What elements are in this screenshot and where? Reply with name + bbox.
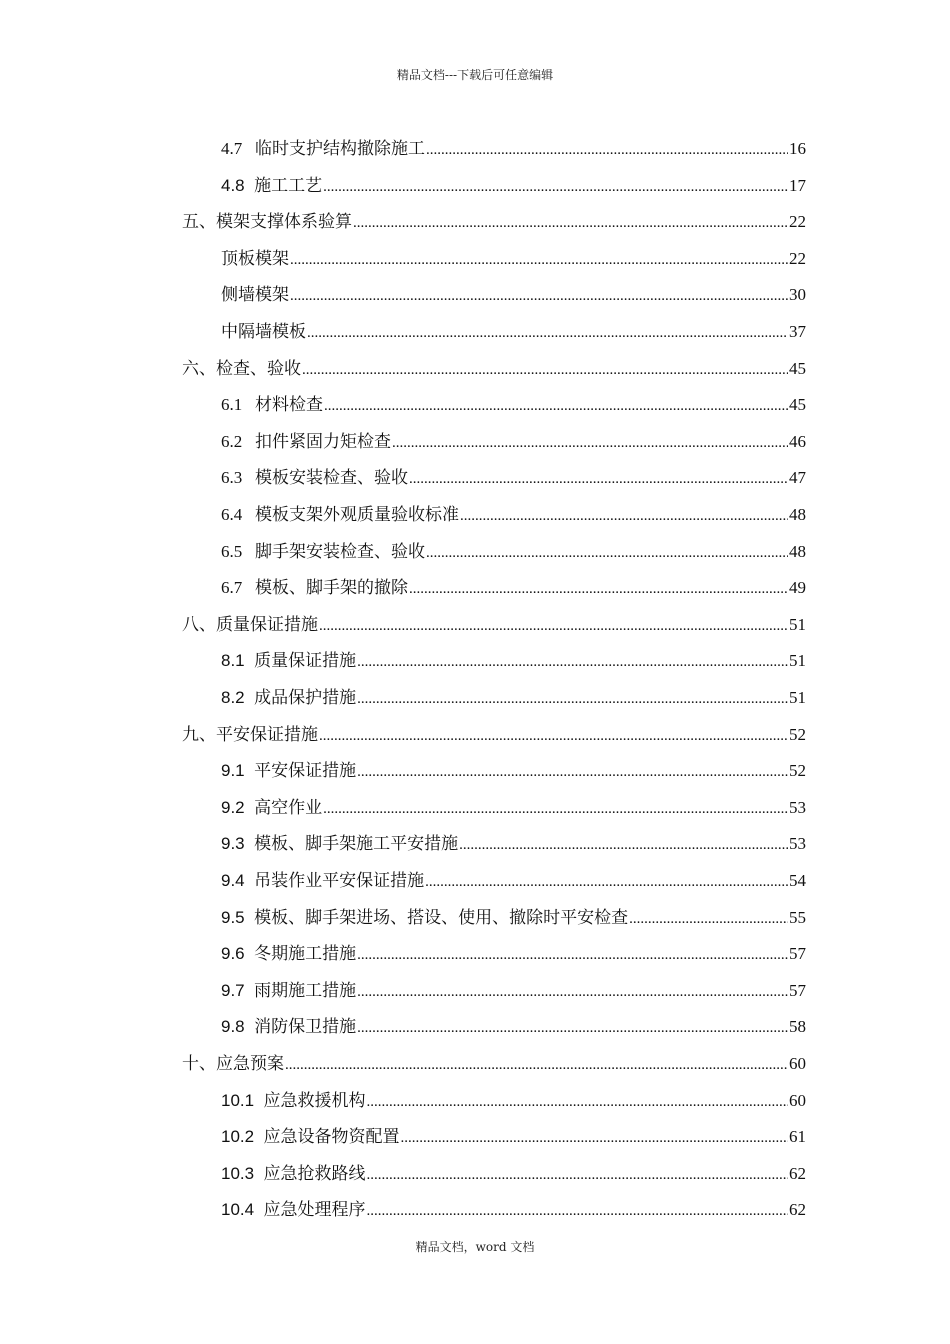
toc-dot-leader	[324, 396, 788, 416]
toc-entry-page-number: 45	[789, 395, 806, 415]
toc-entry-title: 顶板模架	[221, 248, 289, 269]
toc-entry[interactable]	[221, 679, 806, 709]
toc-entry-title: 模板、脚手架施工平安措施	[254, 834, 459, 855]
toc-entry-page-number: 48	[789, 505, 806, 524]
toc-entry[interactable]	[221, 935, 806, 965]
toc-entry-title: 成品保护措施	[254, 688, 357, 708]
toc-entry-number: 9.2	[221, 797, 255, 817]
toc-entry[interactable]	[221, 972, 806, 1002]
toc-entry-title: 应急处理程序	[263, 1200, 366, 1221]
toc-entry-title: 消防保卫措施	[254, 1017, 357, 1038]
toc-entry[interactable]	[182, 1045, 806, 1075]
toc-entry[interactable]	[221, 642, 806, 672]
toc-entry-number: 10.1	[221, 1090, 264, 1110]
toc-dot-leader	[357, 652, 788, 672]
toc-entry-number: 4.7	[221, 139, 255, 158]
toc-dot-leader	[353, 213, 788, 233]
toc-entry-page-number: 48	[789, 541, 806, 561]
toc-entry-title: 模板安装检查、验收	[255, 468, 408, 489]
toc-entry-title: 八、质量保证措施	[182, 614, 318, 635]
toc-entry-number: 9.7	[221, 980, 255, 1000]
toc-entry-title: 模板支架外观质量验收标准	[255, 505, 459, 525]
toc-entry-page-number: 17	[789, 175, 806, 195]
toc-entry[interactable]	[221, 899, 806, 929]
toc-dot-leader	[285, 1055, 788, 1075]
toc-entry-page-number: 57	[789, 944, 806, 964]
toc-entry-number: 6.5	[221, 541, 255, 561]
toc-dot-leader	[357, 762, 788, 782]
toc-entry[interactable]	[182, 716, 806, 746]
page-footer: 精品文档，word 文档	[415, 1240, 535, 1254]
toc-dot-leader	[426, 140, 788, 160]
toc-entry-page-number: 22	[789, 212, 806, 232]
toc-dot-leader	[323, 177, 788, 197]
toc-entry-number: 9.1	[221, 761, 255, 781]
toc-dot-leader	[319, 616, 788, 636]
toc-dot-leader	[425, 872, 788, 892]
toc-entry[interactable]	[221, 423, 806, 453]
toc-entry-title: 材料检查	[255, 395, 323, 416]
toc-entry-page-number: 49	[789, 578, 806, 598]
toc-entry-page-number: 61	[789, 1127, 806, 1147]
page-header: 精品文档---下载后可任意编辑	[396, 68, 554, 82]
toc-dot-leader	[409, 579, 788, 599]
toc-entry-number: 9.5	[221, 907, 255, 927]
toc-dot-leader	[357, 689, 788, 709]
toc-entry-number: 6.7	[221, 578, 255, 598]
toc-entry-number: 9.4	[221, 871, 255, 890]
toc-dot-leader	[367, 1165, 788, 1185]
toc-entry-number: 4.8	[221, 175, 255, 195]
toc-dot-leader	[290, 250, 788, 270]
toc-entry-page-number: 30	[789, 285, 806, 305]
toc-entry[interactable]	[221, 533, 806, 563]
toc-dot-leader	[409, 469, 788, 489]
toc-entry[interactable]	[182, 606, 806, 636]
toc-entry[interactable]	[221, 313, 806, 343]
toc-entry-number: 8.1	[221, 651, 255, 671]
toc-entry-page-number: 52	[789, 724, 806, 744]
toc-entry-number: 6.2	[221, 431, 255, 451]
toc-dot-leader	[319, 726, 788, 746]
toc-entry-page-number: 45	[789, 358, 806, 378]
toc-entry-title: 高空作业	[254, 797, 323, 818]
toc-entry-page-number: 58	[789, 1017, 806, 1037]
toc-entry-title: 十、应急预案	[182, 1054, 284, 1074]
toc-entry-number: 6.1	[221, 395, 255, 415]
toc-dot-leader	[459, 835, 788, 855]
toc-entry-page-number: 52	[789, 761, 806, 781]
toc-entry[interactable]	[221, 789, 806, 819]
toc-entry-number: 9.3	[221, 834, 255, 854]
toc-entry-page-number: 62	[789, 1163, 806, 1183]
toc-entry-title: 平安保证措施	[254, 761, 357, 782]
toc-dot-leader	[367, 1092, 788, 1112]
toc-dot-leader	[357, 982, 788, 1002]
toc-entry-title: 应急抢救路线	[263, 1163, 366, 1184]
toc-entry-number: 6.3	[221, 468, 255, 488]
toc-entry-title: 模板、脚手架的撤除	[255, 578, 408, 599]
toc-entry[interactable]	[221, 240, 806, 270]
toc-entry[interactable]	[221, 1118, 806, 1148]
toc-entry[interactable]	[221, 496, 806, 526]
toc-entry-page-number: 60	[789, 1054, 806, 1073]
toc-entry[interactable]	[221, 1155, 806, 1185]
toc-entry-title: 五、模架支撑体系验算	[182, 212, 352, 233]
toc-entry[interactable]	[221, 130, 806, 160]
toc-entry-page-number: 22	[789, 248, 806, 268]
toc-entry-number: 10.2	[221, 1127, 264, 1147]
toc-entry[interactable]	[221, 276, 806, 306]
toc-entry-title: 施工工艺	[254, 175, 323, 196]
toc-entry[interactable]	[221, 167, 806, 197]
toc-entry-title: 模板、脚手架进场、搭设、使用、撤除时平安检查	[254, 907, 629, 928]
toc-entry-title: 中隔墙模板	[221, 322, 306, 342]
toc-dot-leader	[307, 323, 788, 343]
toc-dot-leader	[357, 945, 788, 965]
toc-entry-title: 应急设备物资配置	[263, 1127, 400, 1148]
toc-entry-page-number: 47	[789, 468, 806, 488]
toc-entry-number: 9.6	[221, 944, 255, 964]
toc-entry-page-number: 51	[789, 688, 806, 707]
toc-dot-leader	[426, 543, 788, 563]
toc-dot-leader	[392, 433, 788, 453]
toc-entry-number: 10.4	[221, 1200, 264, 1220]
toc-entry[interactable]	[182, 203, 806, 233]
toc-entry[interactable]	[221, 862, 806, 892]
toc-entry-page-number: 55	[789, 907, 806, 927]
toc-entry[interactable]	[221, 1191, 806, 1221]
toc-entry-page-number: 62	[789, 1200, 806, 1220]
toc-entry-title: 侧墙模架	[221, 285, 289, 306]
toc-entry-page-number: 54	[789, 871, 806, 890]
toc-entry[interactable]	[221, 569, 806, 599]
toc-entry[interactable]	[221, 459, 806, 489]
toc-entry-page-number: 51	[789, 614, 806, 634]
toc-entry[interactable]	[221, 752, 806, 782]
toc-entry-title: 六、检查、验收	[182, 358, 301, 379]
toc-entry[interactable]	[221, 825, 806, 855]
toc-dot-leader	[629, 909, 788, 929]
toc-entry[interactable]	[221, 1008, 806, 1038]
toc-entry[interactable]	[221, 1082, 806, 1112]
toc-entry[interactable]	[182, 350, 806, 380]
toc-dot-leader	[460, 506, 788, 526]
toc-entry-page-number: 53	[789, 797, 806, 817]
toc-dot-leader	[357, 1018, 788, 1038]
toc-entry-number: 8.2	[221, 688, 255, 707]
toc-entry-title: 九、平安保证措施	[182, 724, 318, 745]
toc-entry-title: 扣件紧固力矩检查	[255, 431, 391, 452]
toc-entry-title: 临时支护结构撤除施工	[255, 139, 425, 159]
toc-entry-page-number: 53	[789, 834, 806, 854]
toc-entry-title: 应急救援机构	[263, 1090, 366, 1111]
toc-dot-leader	[367, 1201, 788, 1221]
toc-entry-title: 雨期施工措施	[254, 980, 357, 1001]
toc-dot-leader	[323, 799, 788, 819]
toc-entry-number: 6.4	[221, 505, 255, 524]
toc-entry-title: 吊装作业平安保证措施	[254, 871, 425, 891]
toc-entry-page-number: 60	[789, 1090, 806, 1110]
toc-entry-title: 质量保证措施	[254, 651, 357, 672]
toc-dot-leader	[290, 286, 788, 306]
toc-entry-page-number: 16	[789, 139, 806, 158]
toc-dot-leader	[302, 360, 788, 380]
toc-entry[interactable]	[221, 386, 806, 416]
toc-entry-number: 10.3	[221, 1163, 264, 1183]
toc-entry-number: 9.8	[221, 1017, 255, 1037]
toc-dot-leader	[401, 1128, 788, 1148]
toc-entry-page-number: 37	[789, 322, 806, 341]
toc-entry-page-number: 57	[789, 980, 806, 1000]
toc-entry-title: 冬期施工措施	[254, 944, 357, 965]
toc-entry-page-number: 51	[789, 651, 806, 671]
toc-entry-page-number: 46	[789, 431, 806, 451]
toc-entry-title: 脚手架安装检查、验收	[255, 541, 425, 562]
